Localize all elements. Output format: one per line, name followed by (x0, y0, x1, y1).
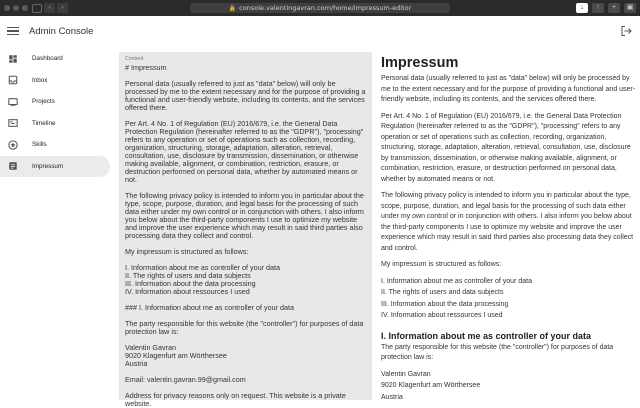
window-controls (4, 5, 28, 11)
url-text: console.valentingavran.com/home/impressum-editor (239, 4, 412, 12)
preview-paragraph: Personal data (usually referred to just as "data" below) will only be processed by me to the extent necessary and for the purpose of providing a functional and user-friendly website, including its contents, and the services offered there. (381, 75, 636, 103)
editor-label: Content (125, 56, 144, 62)
timeline-icon (8, 118, 18, 128)
preview-paragraph: The following privacy policy is intended to inform you in particular about the type, scope, purpose, duration, and legal basis for the processing of such data either under my own control or in conjunction with others. I also inform you below about the third-party components I use to optimize my website and improve the user experience which may result in said third parties also processing data they collect and control. (381, 192, 634, 252)
window-minimize-button[interactable] (13, 5, 19, 11)
sidebar-item-label: Projects (32, 98, 55, 106)
editor-textarea[interactable]: # Impressum Personal data (usually referred to just as "data" below) will only be processed by me to the extent necessary and for the purpose of providing a functional and user-friendly website, including its contents, and the services offered there. Per Art. 4 No. 1 of Regulation (EU) 2016/679, i.e. the General Data Protection Regulation (hereinafter referred to as the "GDPR"), "processing" refers to any operation or set of operations such as collection, recording, organization, structuring, storage, adaptation, alteration, retrieval, consultation, use, disclosure by transmission, dissemination, or otherwise making available, alignment, or combination, restriction, erasure, or destruction performed on personal data, whether by automated means or not. The following privacy policy is intended to inform you in particular about the type, scope, purpose, duration, and legal basis for the processing of such data either under my own control or in conjunction with others. I also inform you below about the third-party components I use to optimize my website and improve the user experience which may result in said third parties also processing data they collect and control. My impressum is structured as follows: I. Information about me as controller of your data II. The rights of users and data subjects III. Information about the data processing IV. Information about ressources I used ### I. Information about me as controller of your data The party responsible for this website (the "controller") for purposes of data protection law is: Valentin Gavran 9020 Klagenfurt am Wörthersee Austria Email: valentin.gavran.99@gmail.com Address for privacy reasons only on request. This website is a private website. (125, 63, 366, 408)
window-maximize-button[interactable] (22, 5, 28, 11)
preview-title: Impressum (381, 55, 459, 71)
preview-section-heading: I. Information about me as controller of your data (381, 330, 592, 341)
address-bar[interactable] (190, 3, 450, 13)
preview-list-item: IV. Information about ressources I used (381, 312, 503, 319)
preview-list-item: I. Information about me as controller of your data (381, 277, 532, 285)
share-icon[interactable]: ↑ (592, 3, 604, 13)
lock-icon: 🔒 (228, 5, 237, 12)
preview-address-line: Austria (381, 393, 403, 401)
back-button[interactable]: ‹ (44, 3, 55, 13)
logout-icon[interactable] (620, 25, 632, 37)
new-tab-icon[interactable]: + (608, 3, 620, 13)
preview-paragraph: The party responsible for this website (the "controller") for purposes of data protection law is: (381, 343, 614, 361)
forward-button[interactable]: › (57, 3, 68, 13)
sidebar-item-timeline[interactable] (0, 113, 112, 135)
sidebar-item-inbox[interactable] (0, 70, 112, 92)
impressum-icon (8, 161, 18, 171)
sidebar-item-label: Skills (32, 141, 47, 149)
content-editor[interactable] (119, 52, 372, 408)
sidebar (0, 48, 112, 400)
menu-icon[interactable] (7, 27, 19, 36)
sidebar-item-impressum[interactable] (0, 156, 110, 178)
tabs-overview-icon[interactable]: ▣ (624, 3, 636, 13)
app-title: Admin Console (29, 25, 94, 37)
app-bar (0, 16, 640, 46)
preview-list-item: II. The rights of users and data subjects (381, 289, 504, 296)
browser-toolbar (0, 0, 640, 16)
dashboard-icon (8, 54, 18, 64)
skills-icon (8, 140, 18, 150)
preview-list-item: III. Information about the data processing (381, 300, 509, 308)
sidebar-item-label: Inbox (32, 76, 48, 84)
window-close-button[interactable] (4, 5, 10, 11)
sidebar-item-label: Impressum (32, 162, 64, 170)
sidebar-item-projects[interactable] (0, 91, 112, 113)
preview-address-line: 9020 Klagenfurt am Wörthersee (381, 382, 481, 389)
download-icon[interactable]: ↓ (576, 3, 588, 13)
sidebar-item-skills[interactable] (0, 134, 112, 156)
inbox-icon (8, 75, 18, 85)
sidebar-toggle-icon[interactable] (32, 4, 42, 13)
sidebar-item-label: Dashboard (32, 55, 63, 63)
projects-icon (8, 97, 18, 107)
sidebar-item-label: Timeline (32, 119, 56, 127)
markdown-preview (381, 52, 636, 400)
preview-address-line: Valentin Gavran (381, 370, 431, 378)
preview-paragraph: My impressum is structured as follows: (381, 261, 502, 268)
sidebar-item-dashboard[interactable] (0, 48, 112, 70)
preview-paragraph: Per Art. 4 No. 1 of Regulation (EU) 2016/679, i.e. the General Data Protection Regulation (hereinafter referred to as the "GDPR"), "processing" refers to any operation or set of operations such as collection, recording, organization, structuring, storage, adaptation, alteration, retrieval, consultation, use, disclosure by transmission, dissemination, or otherwise making available, alignment, or combination, restriction, erasure, or destruction performed on personal data, whether by automated means or not. (381, 112, 631, 183)
